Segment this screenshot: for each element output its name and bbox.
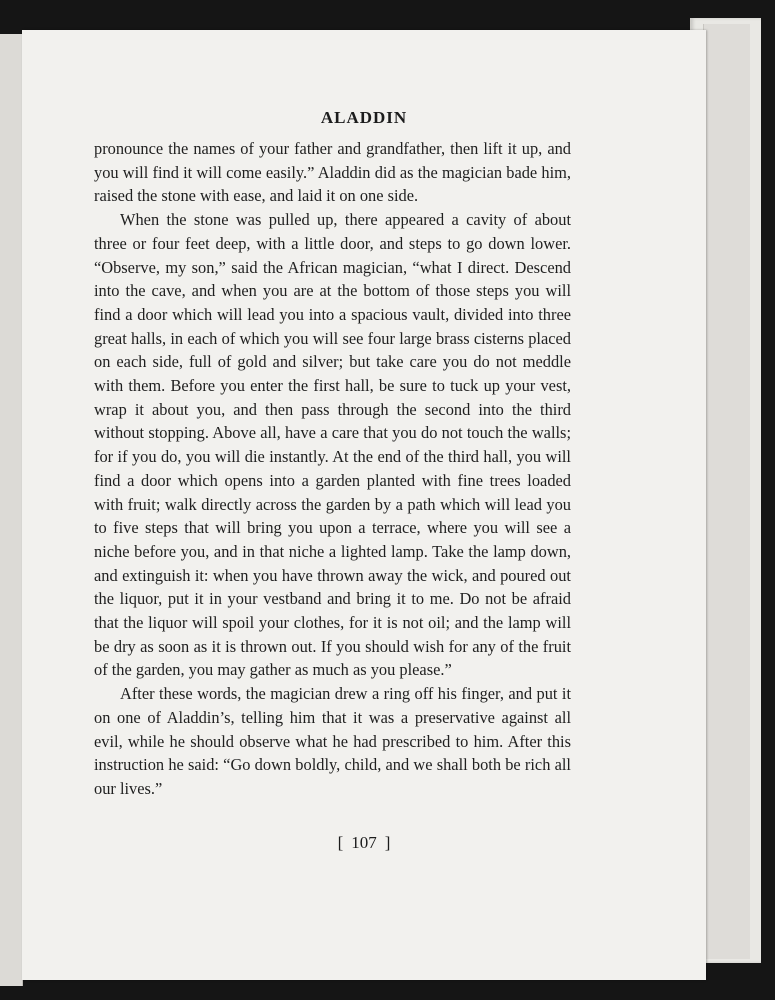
folio-bracket-open: [ <box>337 833 344 852</box>
paragraph: After these words, the magician drew a ring off his finger, and put it on one of Aladdin’s, telling him that it was a preservative against all evil, while he should observe what he had prescribed to him. After this instruction he said: “Go down boldly, child, and we shall both be rich all our lives.” <box>94 684 571 798</box>
folio-bracket-close: ] <box>384 833 391 852</box>
paragraph-continued: pronounce the names of your father and grandfather, then lift it up, and you will find it will come easily.” Aladdin did as the magician bade him, raised the stone with ease, and laid it on one side. <box>94 139 571 206</box>
binding-edge <box>0 34 23 986</box>
book-page <box>22 30 706 980</box>
folio-number: 107 <box>351 833 377 852</box>
page-number <box>22 833 706 853</box>
underlying-page-edge-inner <box>703 24 750 959</box>
paragraph: When the stone was pulled up, there appeared a cavity of about three or four feet deep, with a little door, and steps to go down lower. “Observe, my son,” said the African magician, “what I direct. Descend into the cave, and when you are at the bottom of those steps you will find a door which will lead you into a spacious vault, divided into three great halls, in each of which you will see four large brass cisterns placed on each side, full of gold and silver; but take care you do not meddle with them. Before you enter the first hall, be sure to tuck up your vest, wrap it about you, and then pass through the second into the third without stopping. Above all, have a care that you do not touch the walls; for if you do, you will die instantly. At the end of the third hall, you will find a door which opens into a garden planted with fine trees loaded with fruit; walk directly across the garden by a path which will lead you to five steps that will bring you upon a terrace, where you will see a niche before you, and in that niche a lighted lamp. Take the lamp down, and extinguish it: when you have thrown away the wick, and poured out the liquor, put it in your vestband and bring it to me. Do not be afraid that the liquor will spoil your clothes, for it is not oil; and the lamp will be dry as soon as it is thrown out. If you should wish for any of the fruit of the garden, you may gather as much as you please.” <box>94 210 571 680</box>
body-text <box>94 137 571 801</box>
running-head: ALADDIN <box>320 108 408 127</box>
